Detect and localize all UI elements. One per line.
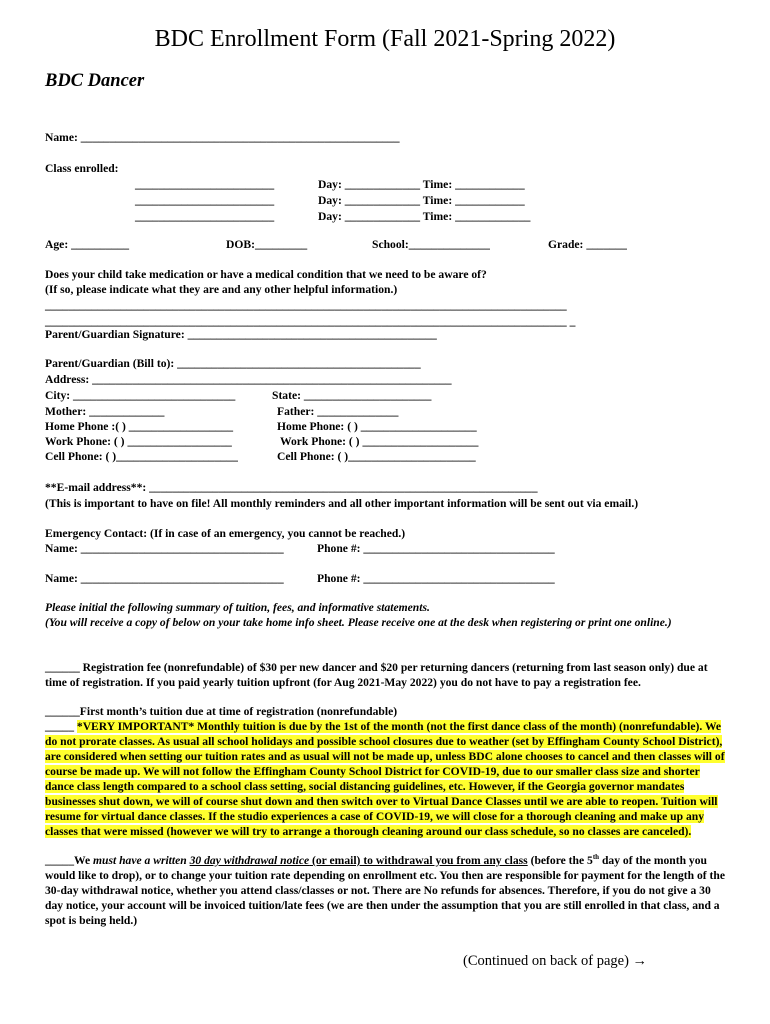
medication-line[interactable]: __________________________________________________________________________________________ xyxy=(45,299,567,312)
dob-field[interactable]: DOB:_________ xyxy=(226,238,308,251)
mother-field[interactable]: Mother: _____________ xyxy=(45,405,165,418)
arrow-right-icon: → xyxy=(632,953,648,969)
emergency-contact-heading: Emergency Contact: (If in case of an emergency, you cannot be reached.) xyxy=(45,527,406,540)
initial-instructions xyxy=(45,600,725,630)
name-field[interactable]: Name: _______________________________________________________ xyxy=(45,131,400,144)
class-name-field[interactable]: ________________________ xyxy=(135,194,275,207)
address-field[interactable]: Address: ______________________________________________________________ xyxy=(45,373,452,386)
withdrawal-policy: _____We must have a written 30 day withdrawal notice (or email) to withdrawal you from any class (before the 5th day of the month you would like to drop), or to change your tuition rate depending on enrollment etc. You then are responsible for payment for the length of the 30-day withdrawal notice, whether you attend class/classes or not. There are No refunds for absences. Therefore, if you do not give a 30 day notice, your account will be invoiced tuition/late fees (we are then under the assumption that you are still enrolled in that class, and a spot is being held.) xyxy=(45,853,725,927)
class-day-time-field[interactable]: Day: _____________ Time: ____________ xyxy=(318,194,525,207)
withdrawal-notice-emphasis: 30 day withdrawal notice xyxy=(189,854,310,867)
highlighted-tuition-text: *VERY IMPORTANT* Monthly tuition is due by the 1st of the month (not the first dance class of the month) (nonrefundable). We do not prorate classes. As usual all school holidays and possible school closures due to weather (set by Effingham County School District), are considered when setting our tuition rates and as usual will not be made up, unless BDC alone chooses to cancel and then classes will of course be made up. We will not follow the Effingham County School District for COVID-19, due to our smaller class size and shorter dance class length compared to a school class setting, social distancing guidelines, etc. However, if the Georgia governor mandates businesses shut down, we will of course shut down and then switch over to Virtual Dance Classes until we are able to reopen. Tuition will resume for virtual dance classes. If the studio experiences a case of COVID-19, we will close for a thorough cleaning and make up any classes that were missed (however we will try to arrange a thorough cleaning around our class schedule, so no classes are canceled). xyxy=(45,720,725,838)
medication-instructions: (If so, please indicate what they are and any other helpful information.) xyxy=(45,283,398,296)
father-home-phone-field[interactable]: Home Phone: ( ) ____________________ xyxy=(277,420,477,433)
father-work-phone-field[interactable]: Work Phone: ( ) ____________________ xyxy=(280,435,479,448)
monthly-tuition-policy xyxy=(45,719,725,839)
father-cell-phone-field[interactable]: Cell Phone: ( )______________________ xyxy=(277,450,476,463)
age-field[interactable]: Age: __________ xyxy=(45,238,130,251)
initial-instructions-note: (You will receive a copy of below on your take home info sheet. Please receive one at the desk when registering or print one online.) xyxy=(45,616,672,629)
grade-field[interactable]: Grade: _______ xyxy=(548,238,627,251)
class-name-field[interactable]: ________________________ xyxy=(135,210,275,223)
state-field[interactable]: State: ______________________ xyxy=(272,389,432,402)
mother-work-phone-field[interactable]: Work Phone: ( ) __________________ xyxy=(45,435,232,448)
parent-signature-field[interactable]: Parent/Guardian Signature: ___________________________________________ xyxy=(45,328,437,341)
email-note: (This is important to have on file! All monthly reminders and all other important information will be sent out via email.) xyxy=(45,497,639,510)
first-month-tuition-policy: ______First month’s tuition due at time of registration (nonrefundable) xyxy=(45,705,398,718)
email-field[interactable]: **E-mail address**: ___________________________________________________________________ xyxy=(45,481,538,494)
mother-home-phone-field[interactable]: Home Phone :( ) __________________ xyxy=(45,420,234,433)
class-day-time-field[interactable]: Day: _____________ Time: ____________ xyxy=(318,178,525,191)
emergency-phone-field[interactable]: Phone #: _________________________________ xyxy=(317,572,555,585)
registration-fee-policy: ______ Registration fee (nonrefundable) of $30 per new dancer and $20 per returning dancers (returning from last season only) due at time of registration. If you paid yearly tuition upfront (for Aug 2021-May 2022) you do not have to pay a registration fee. xyxy=(45,661,708,689)
initial-blank[interactable]: _____ xyxy=(45,854,74,867)
emergency-phone-field[interactable]: Phone #: _________________________________ xyxy=(317,542,555,555)
class-day-time-field[interactable]: Day: _____________ Time: _____________ xyxy=(318,210,531,223)
section-heading-dancer: BDC Dancer xyxy=(45,71,145,91)
father-field[interactable]: Father: ______________ xyxy=(277,405,399,418)
medication-question: Does your child take medication or have a medical condition that we need to be aware of? xyxy=(45,268,487,281)
school-field[interactable]: School:______________ xyxy=(372,238,490,251)
emergency-name-field[interactable]: Name: ___________________________________ xyxy=(45,572,284,585)
emergency-name-field[interactable]: Name: ___________________________________ xyxy=(45,542,284,555)
mother-cell-phone-field[interactable]: Cell Phone: ( )_____________________ xyxy=(45,450,238,463)
bill-to-field[interactable]: Parent/Guardian (Bill to): __________________________________________ xyxy=(45,357,421,370)
city-field[interactable]: City: ____________________________ xyxy=(45,389,236,402)
class-name-field[interactable]: ________________________ xyxy=(135,178,275,191)
form-title: BDC Enrollment Form (Fall 2021-Spring 2022) xyxy=(154,26,616,52)
continued-note: (Continued on back of page) → xyxy=(463,953,648,969)
medication-line[interactable]: __________________________________________________________________________________________ _ xyxy=(45,315,576,328)
initial-instructions-line: Please initial the following summary of tuition, fees, and informative statements. xyxy=(45,601,430,614)
initial-blank[interactable]: _____ xyxy=(45,720,74,733)
class-enrolled-label: Class enrolled: xyxy=(45,162,119,175)
